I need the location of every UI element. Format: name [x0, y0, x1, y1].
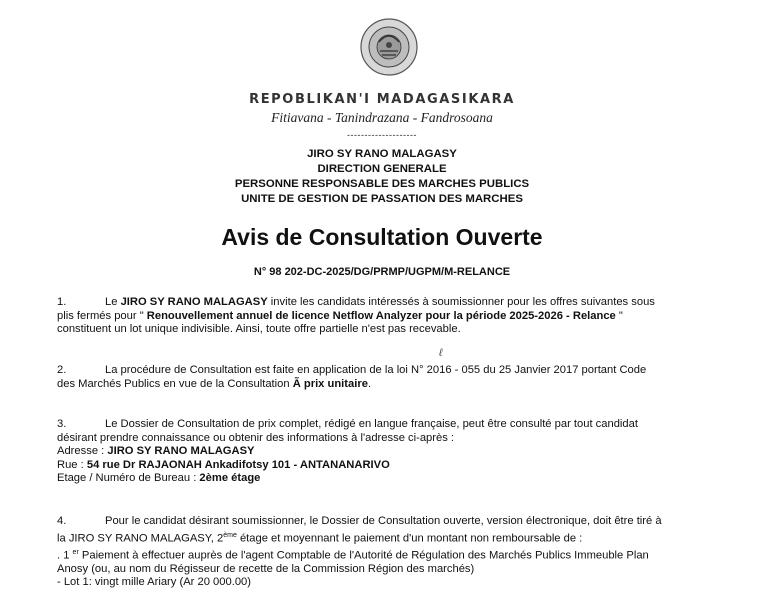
paragraph-number: 4.: [57, 515, 67, 527]
paragraph-4: 4. Pour le candidat désirant soumissionner, le Dossier de Consultation ouverte, version électronique, doit être tiré à la JIRO SY RANO MALAGASY, 2ème étage et moyennant le paiement d'un montant non remboursable de : . 1 $^{er}$ Paiement à effectuer auprès de l'agent Comptable de l'Autorité de Régulation des Marchés Publics Immeuble Plan Anosy (ou, au nom du Régisseur de recette de la Commission Région des marchés) - Lot 1: vingt mille Ariary (Ar 20 000.00): [57, 515, 662, 589]
republic-name: REPOBLIKAN'I MADAGASIKARA: [249, 92, 515, 107]
national-seal-icon: [360, 18, 418, 76]
org-line-3: PERSONNE RESPONSABLE DES MARCHES PUBLICS: [234, 178, 530, 190]
paragraph-number: 1.: [57, 296, 67, 308]
address-line: Adresse : JIRO SY RANO MALAGASY: [57, 445, 255, 457]
paragraph-3: 3. Le Dossier de Consultation de prix complet, rédigé en langue française, peut être consulté par tout candidat désirant prendre connaissance ou obtenir des informations à l'adresse ci-après : Adresse : JIRO SY RANO MALAGASY Rue : 54 rue Dr RAJAONAH Ankadifotsy 101 - ANTANANARIVO Etage / Numéro de Bureau : 2ème étage: [57, 418, 705, 486]
street-line: Rue : 54 rue Dr RAJAONAH Ankadifotsy 101 - ANTANANARIVO: [57, 458, 390, 471]
org-line-1: JIRO SY RANO MALAGASY: [307, 148, 457, 160]
scan-mark: ℓ: [439, 347, 443, 359]
paragraph-number: 3.: [57, 418, 67, 430]
paragraph-1: 1. Le JIRO SY RANO MALAGASY invite les candidats intéressés à soumissionner pour les offres suivantes sous plis fermés pour " Renouvellement annuel de licence Netflow Analyzer pour la période 2025-2026 - Relance " constituent un lot unique indivisible. Ainsi, toute offre partielle n'est pas recevable.: [57, 296, 655, 335]
reference-number: N° 98 202-DC-2025/DG/PRMP/UGPM/M-RELANCE: [253, 266, 511, 278]
national-motto: Fitiavana - Tanindrazana - Fandrosoana: [271, 110, 493, 125]
org-line-4: UNITE DE GESTION DE PASSATION DES MARCHES: [241, 193, 523, 205]
page-title: Avis de Consultation Ouverte: [221, 224, 543, 250]
paragraph-number: 2.: [57, 364, 67, 376]
paragraph-2: 2. La procédure de Consultation est faite en application de la loi N° 2016 - 055 du 25 Janvier 2017 portant Code des Marchés Publics en vue de la Consultation Ã prix unitaire.: [57, 364, 647, 390]
floor-line: Etage / Numéro de Bureau : 2ème étage: [57, 472, 261, 484]
separator: --------------------: [347, 130, 417, 140]
org-line-2: DIRECTION GENERALE: [317, 163, 447, 175]
